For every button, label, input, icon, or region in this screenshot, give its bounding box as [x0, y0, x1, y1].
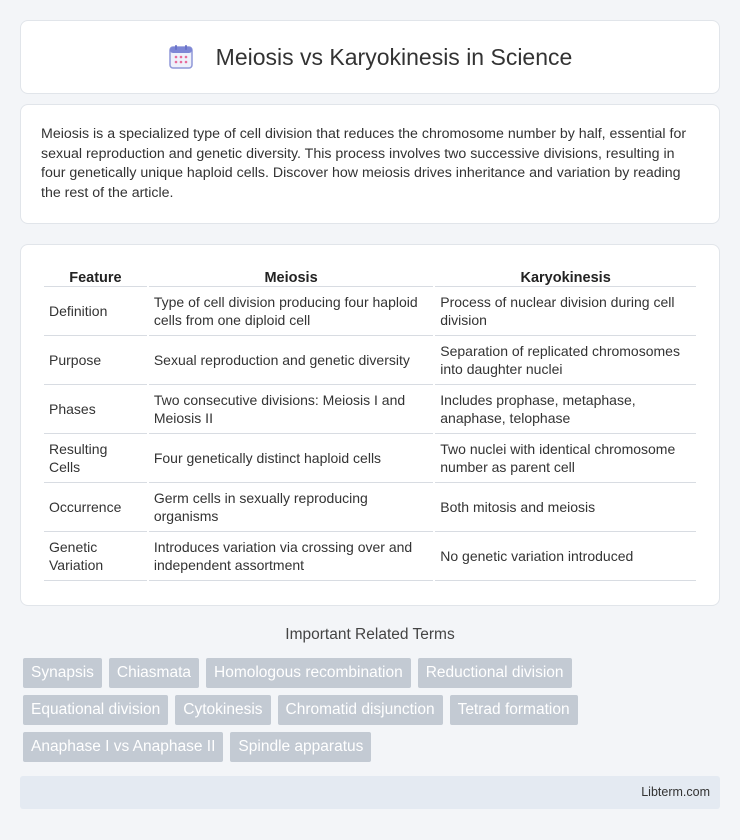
column-header-feature: Feature: [44, 263, 147, 287]
related-terms-title: Important Related Terms: [285, 626, 455, 643]
meiosis-cell: Introduces variation via crossing over and independent assortment: [149, 532, 433, 581]
term-tag-tetrad-formation[interactable]: Tetrad formation: [450, 695, 578, 725]
table-row: [44, 336, 696, 385]
term-tag-reductional-division[interactable]: Reductional division: [418, 658, 572, 688]
feature-cell: Phases: [44, 385, 147, 434]
table-row: [44, 385, 696, 434]
column-header-meiosis: Meiosis: [149, 263, 433, 287]
page-title: Meiosis vs Karyokinesis in Science: [215, 43, 573, 70]
term-tag-homologous-recombination[interactable]: Homologous recombination: [206, 658, 411, 688]
term-tag-chiasmata[interactable]: Chiasmata: [109, 658, 199, 688]
intro-card: [20, 104, 720, 224]
karyokinesis-cell: Two nuclei with identical chromosome number as parent cell: [435, 434, 696, 483]
karyokinesis-cell: Separation of replicated chromosomes into daughter nuclei: [435, 336, 696, 385]
term-tag-equational-division[interactable]: Equational division: [23, 695, 168, 725]
meiosis-cell: Two consecutive divisions: Meiosis I and Meiosis II: [149, 385, 433, 434]
related-terms-list: [23, 658, 723, 769]
table-row: [44, 532, 696, 581]
column-header-karyokinesis: Karyokinesis: [435, 263, 696, 287]
meiosis-cell: Sexual reproduction and genetic diversity: [149, 336, 433, 385]
feature-cell: Resulting Cells: [44, 434, 147, 483]
header-card: [20, 20, 720, 94]
karyokinesis-cell: Both mitosis and meiosis: [435, 483, 696, 532]
feature-cell: Purpose: [44, 336, 147, 385]
meiosis-cell: Germ cells in sexually reproducing organisms: [149, 483, 433, 532]
karyokinesis-cell: Process of nuclear division during cell division: [435, 287, 696, 336]
term-tag-chromatid-disjunction[interactable]: Chromatid disjunction: [278, 695, 443, 725]
karyokinesis-cell: Includes prophase, metaphase, anaphase, telophase: [435, 385, 696, 434]
feature-cell: Definition: [44, 287, 147, 336]
feature-cell: Occurrence: [44, 483, 147, 532]
footer-site-link[interactable]: Libterm.com: [641, 785, 710, 799]
table-row: [44, 483, 696, 532]
term-tag-spindle-apparatus[interactable]: Spindle apparatus: [230, 732, 371, 762]
comparison-card: [20, 244, 720, 606]
table-header-row: [44, 263, 696, 287]
table-row: [44, 287, 696, 336]
feature-cell: Genetic Variation: [44, 532, 147, 581]
footer: [20, 776, 720, 809]
table-row: [44, 434, 696, 483]
intro-text: Meiosis is a specialized type of cell division that reduces the chromosome number by half, essential for sexual reproduction and genetic diversity. This process involves two successive divisions, resulting in four genetically unique haploid cells. Discover how meiosis drives inheritance and variation by reading the rest of the article.: [41, 126, 687, 201]
comparison-table: [42, 263, 698, 581]
meiosis-cell: Type of cell division producing four haploid cells from one diploid cell: [149, 287, 433, 336]
term-tag-cytokinesis[interactable]: Cytokinesis: [175, 695, 270, 725]
karyokinesis-cell: No genetic variation introduced: [435, 532, 696, 581]
calendar-icon: [168, 44, 194, 70]
term-tag-synapsis[interactable]: Synapsis: [23, 658, 102, 688]
meiosis-cell: Four genetically distinct haploid cells: [149, 434, 433, 483]
term-tag-anaphase-comparison[interactable]: Anaphase I vs Anaphase II: [23, 732, 223, 762]
